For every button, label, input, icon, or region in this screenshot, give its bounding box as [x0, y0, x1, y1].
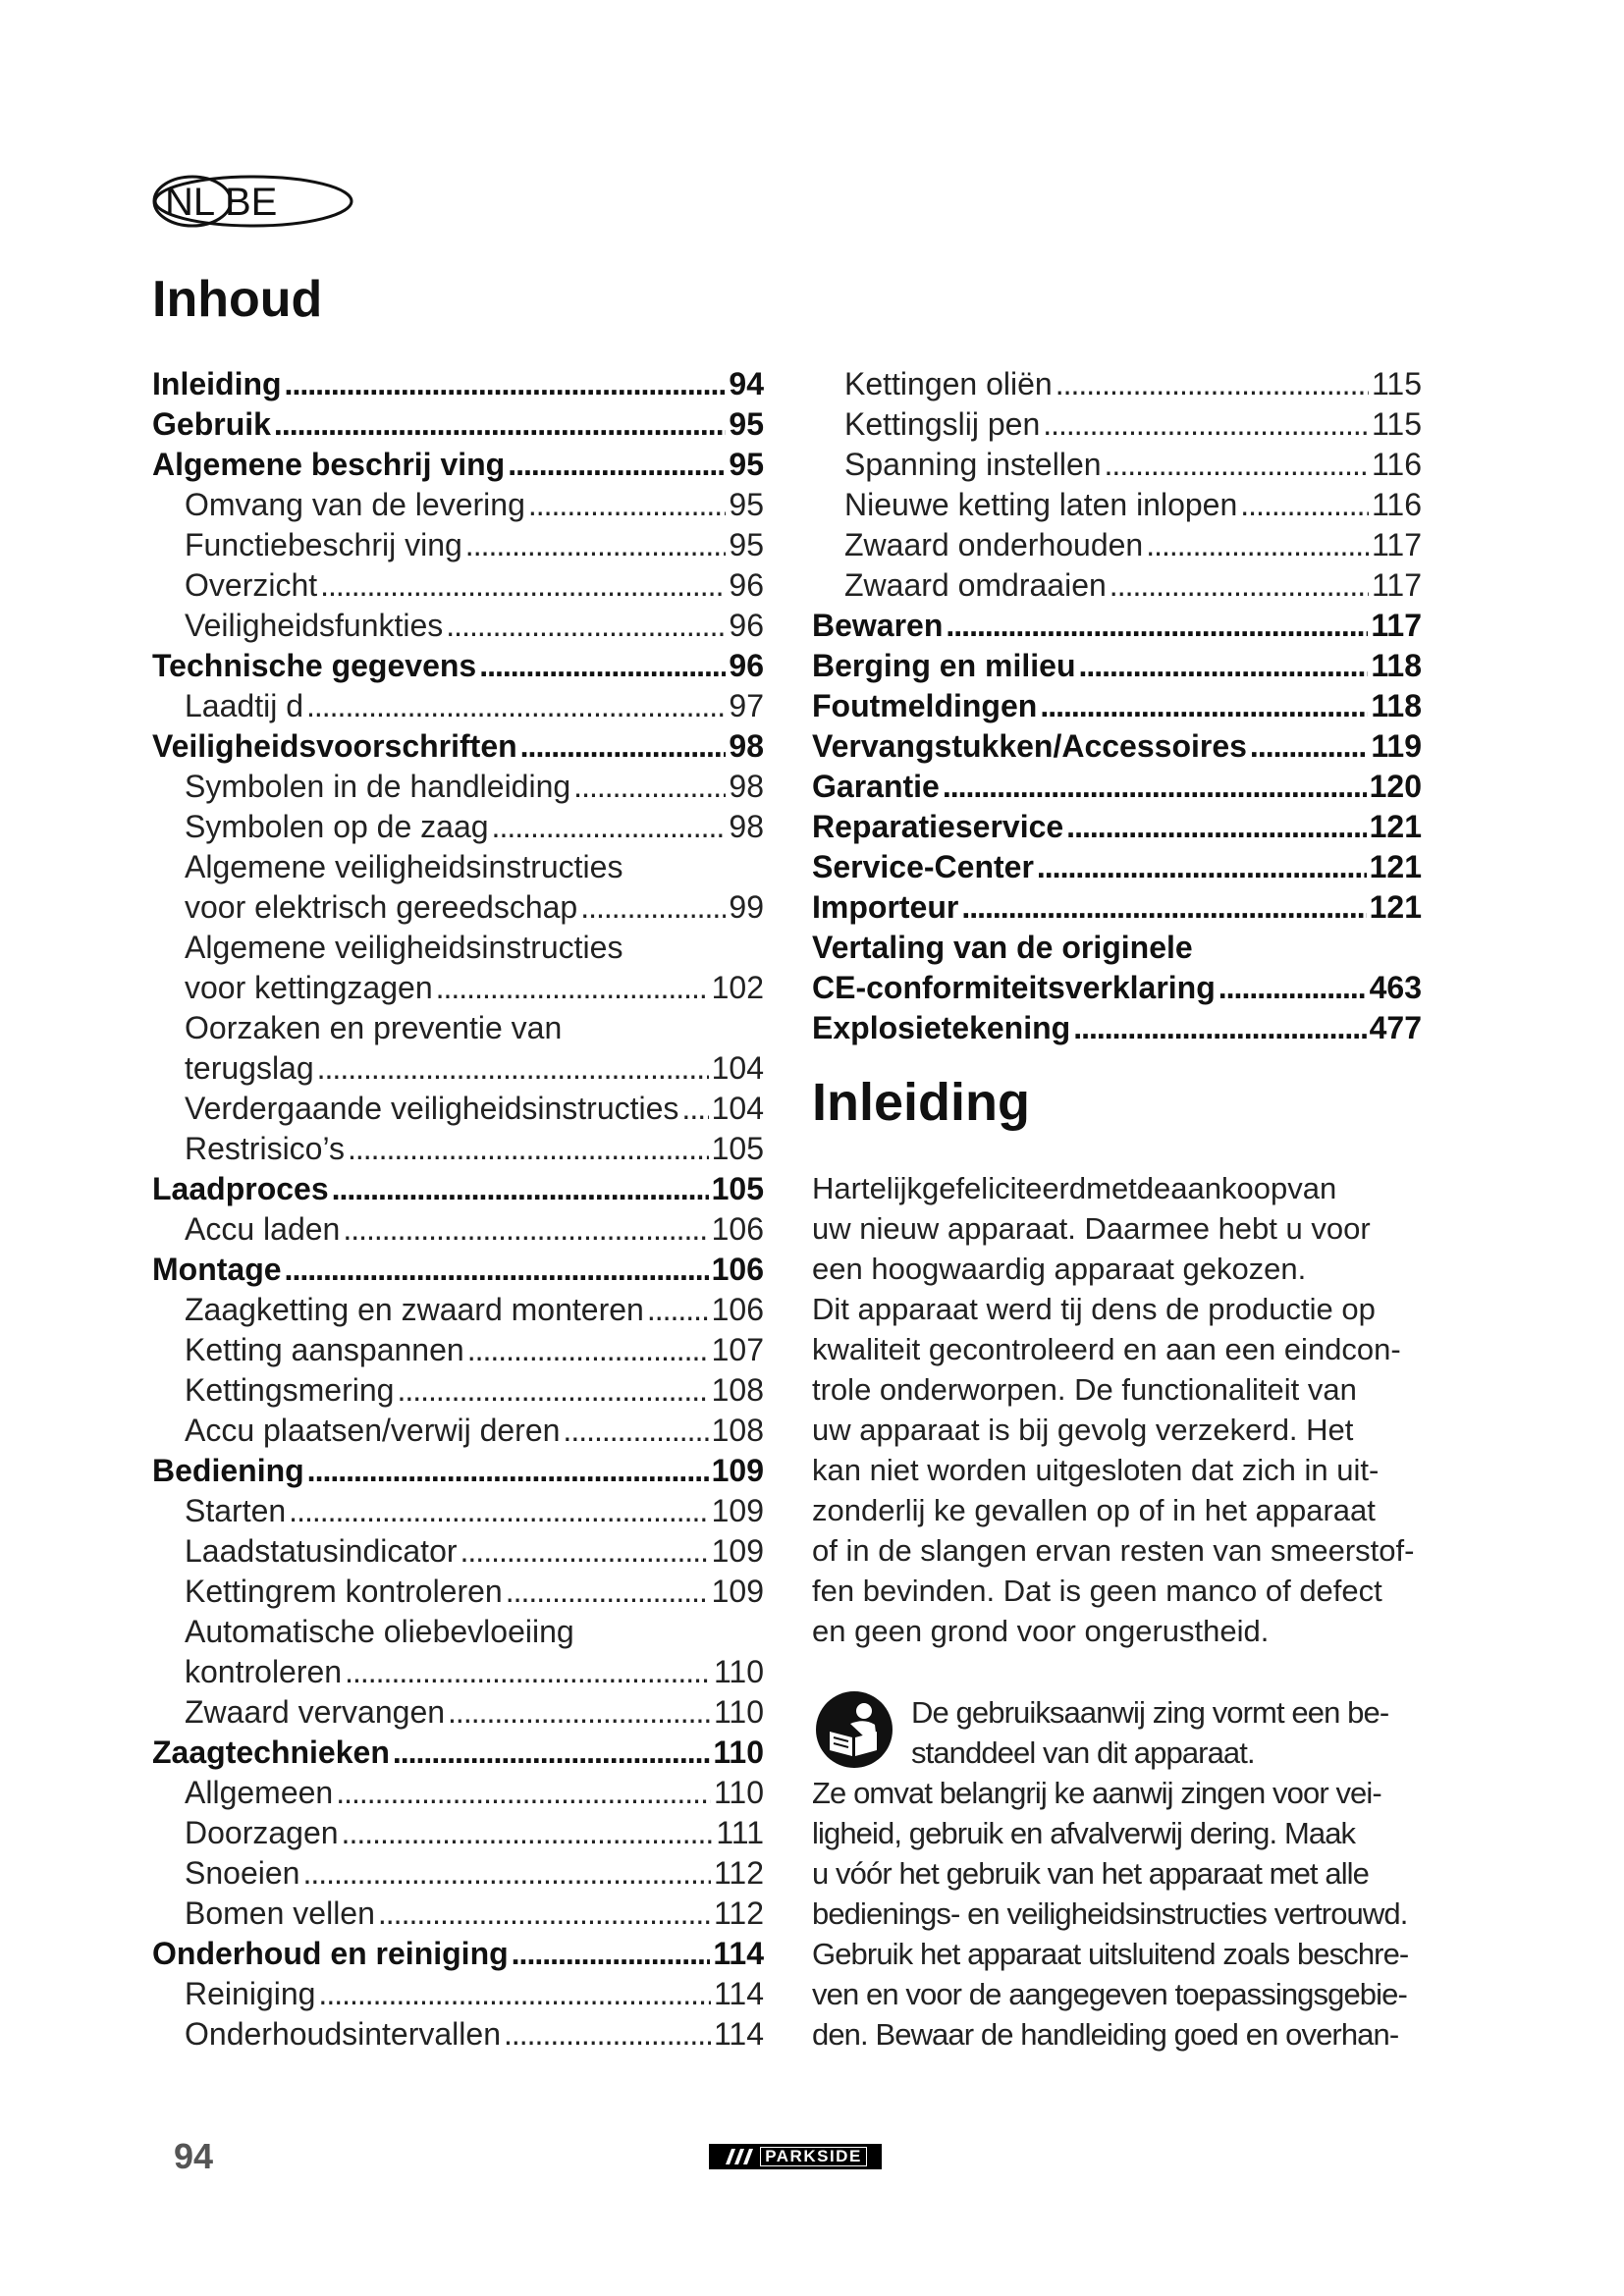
brand-slashes-icon	[724, 2144, 757, 2169]
toc-entry-title: voor elektrisch gereedschap	[185, 889, 578, 925]
toc-entry-title: Zwaard vervangen	[185, 1694, 446, 1730]
toc-entry-title: Gebruik	[152, 406, 271, 442]
toc-entry-title: Veiligheidsvoorschriften	[152, 728, 517, 764]
toc-entry-title: Automatische oliebevloeiing	[185, 1614, 574, 1649]
toc-section-entry	[152, 767, 764, 807]
toc-entry-title: Technische gegevens	[152, 648, 477, 683]
toc-entry-title: Kettingen oliën	[844, 366, 1053, 401]
toc-page-number: 106	[711, 1211, 764, 1247]
toc-entry-title: Vertaling van de originele	[812, 930, 1193, 965]
toc-page-number: 98	[729, 809, 764, 844]
toc-entry-title: Zaagtechnieken	[152, 1735, 390, 1770]
toc-entry-title: Zwaard onderhouden	[844, 527, 1144, 562]
toc-dot-leader	[681, 1089, 708, 1129]
toc-entry-title: Snoeien	[185, 1855, 300, 1891]
toc-entry-title: Starten	[185, 1493, 287, 1528]
toc-chapter-entry	[152, 404, 764, 445]
intro-text-line: uw apparaat is bij gevolg verzekerd. Het	[812, 1413, 1354, 1447]
toc-page-number: 115	[1371, 366, 1422, 401]
brand-logo	[709, 2144, 882, 2169]
toc-entry-title: Functiebeschrij ving	[185, 527, 462, 562]
toc-entry-title: Laadproces	[152, 1171, 329, 1206]
toc-dot-leader	[289, 1491, 708, 1531]
toc-page-number: 109	[711, 1574, 764, 1609]
toc-page-number: 477	[1369, 1010, 1422, 1045]
toc-page-number: 121	[1369, 889, 1422, 925]
intro-text-line: Hartelijkgefeliciteerdmetdeaankoopvan	[812, 1171, 1337, 1205]
toc-page-number: 106	[711, 1252, 764, 1287]
toc-dot-leader	[479, 646, 726, 686]
toc-dot-leader	[573, 767, 726, 807]
toc-page-number: 104	[711, 1050, 764, 1086]
toc-dot-leader	[1105, 445, 1369, 485]
toc-section-entry	[152, 1089, 764, 1129]
toc-dot-leader	[1250, 726, 1368, 767]
toc-entry-title: Onderhoud en reiniging	[152, 1936, 509, 1971]
toc-dot-leader	[647, 1290, 709, 1330]
brand-name: PARKSIDE	[760, 2147, 867, 2166]
toc-section-entry	[152, 807, 764, 847]
toc-page-number: 120	[1369, 769, 1422, 804]
toc-dot-leader	[345, 1652, 711, 1692]
intro-text-line: fen bevinden. Dat is geen manco of defect	[812, 1574, 1382, 1608]
toc-entry-title: Importeur	[812, 889, 959, 925]
toc-entry-title: Accu laden	[185, 1211, 341, 1247]
toc-dot-leader	[343, 1209, 708, 1250]
toc-entry-title: Laadtij d	[185, 688, 303, 723]
toc-entry-title: Zaagketting en zwaard monteren	[185, 1292, 644, 1327]
toc-entry-title: Explosietekening	[812, 1010, 1071, 1045]
toc-chapter-entry	[152, 1451, 764, 1491]
toc-page-number: 114	[713, 2016, 764, 2052]
toc-entry-title: Service-Center	[812, 849, 1034, 884]
toc-page-number: 96	[729, 608, 764, 643]
toc-dot-leader	[320, 565, 726, 606]
toc-entry-title: Montage	[152, 1252, 282, 1287]
toc-page-number: 112	[713, 1896, 764, 1931]
toc-entry-title: Berging en milieu	[812, 648, 1076, 683]
toc-page-number: 94	[729, 366, 764, 401]
note-text-line: standdeel van dit apparaat.	[911, 1735, 1255, 1770]
toc-page-number: 109	[711, 1533, 764, 1569]
toc-page-number: 116	[1371, 487, 1422, 522]
toc-dot-leader	[460, 1531, 709, 1572]
intro-text-line: en geen grond voor ongerustheid.	[812, 1614, 1270, 1648]
toc-page-number: 96	[729, 567, 764, 603]
note-text-line: den. Bewaar de handleiding goed en overhan-	[812, 2017, 1399, 2052]
toc-entry-title: Reiniging	[185, 1976, 316, 2011]
note-text-line: Ze omvat belangrij ke aanwij zingen voor vei-	[812, 1776, 1381, 1810]
toc-entry-title: Oorzaken en preventie van	[185, 1010, 563, 1045]
toc-section-entry	[152, 606, 764, 646]
toc-entry-title: Symbolen op de zaag	[185, 809, 489, 844]
toc-column-right	[812, 364, 1422, 1048]
toc-section-entry	[812, 364, 1422, 404]
toc-page-number: 102	[711, 970, 764, 1005]
toc-dot-leader	[528, 485, 727, 525]
toc-section-entry	[152, 565, 764, 606]
toc-page-number: 114	[713, 1936, 764, 1971]
toc-dot-leader	[520, 726, 727, 767]
toc-title: Inhoud	[152, 271, 323, 328]
toc-entry-title: Zwaard omdraaien	[844, 567, 1107, 603]
toc-section-entry	[152, 1974, 764, 2014]
toc-dot-leader	[378, 1894, 711, 1934]
toc-dot-leader	[342, 1813, 714, 1853]
toc-dot-leader	[348, 1129, 709, 1169]
toc-section-entry	[152, 928, 764, 968]
toc-dot-leader	[302, 1853, 711, 1894]
intro-text-line: trole onderworpen. De functionaliteit van	[812, 1372, 1357, 1407]
toc-section-entry	[152, 1652, 764, 1692]
toc-page-number: 114	[713, 1976, 764, 2011]
toc-page-number: 117	[1371, 567, 1422, 603]
toc-dot-leader	[1040, 686, 1368, 726]
toc-entry-title: Spanning instellen	[844, 447, 1102, 482]
note-text-line: ligheid, gebruik en afvalverwij dering. Maak	[812, 1816, 1356, 1850]
toc-page-number: 110	[713, 1775, 764, 1810]
toc-dot-leader	[946, 606, 1368, 646]
toc-page-number: 104	[711, 1091, 764, 1126]
toc-section-entry	[152, 525, 764, 565]
toc-entry-title: kontroleren	[185, 1654, 343, 1689]
toc-section-entry	[152, 847, 764, 887]
toc-section-entry	[812, 525, 1422, 565]
toc-entry-title: Allgemeen	[185, 1775, 334, 1810]
toc-page-number: 106	[711, 1292, 764, 1327]
toc-dot-leader	[318, 1974, 711, 2014]
toc-entry-title: terugslag	[185, 1050, 314, 1086]
toc-entry-title: Foutmeldingen	[812, 688, 1038, 723]
toc-page-number: 95	[729, 487, 764, 522]
intro-text-line: of in de slangen ervan resten van smeerstof-	[812, 1533, 1415, 1568]
toc-dot-leader	[285, 364, 727, 404]
toc-entry-title: Symbolen in de handleiding	[185, 769, 571, 804]
toc-entry-title: Ketting aanspannen	[185, 1332, 464, 1367]
toc-dot-leader	[1066, 807, 1366, 847]
intro-text-line: uw nieuw apparaat. Daarmee hebt u voor	[812, 1211, 1371, 1246]
toc-dot-leader	[467, 1330, 709, 1370]
toc-entry-title: Veiligheidsfunkties	[185, 608, 444, 643]
toc-dot-leader	[1056, 364, 1369, 404]
toc-dot-leader	[448, 1692, 711, 1733]
toc-chapter-entry	[812, 887, 1422, 928]
toc-column-left	[152, 364, 764, 2055]
toc-page-number: 109	[711, 1493, 764, 1528]
toc-entry-title: Onderhoudsintervallen	[185, 2016, 501, 2052]
toc-page-number: 119	[1371, 728, 1422, 764]
toc-dot-leader	[274, 404, 726, 445]
toc-dot-leader	[508, 445, 726, 485]
toc-chapter-entry	[812, 1008, 1422, 1048]
note-text-line: Gebruik het apparaat uitsluitend zoals beschre-	[812, 1937, 1409, 1971]
toc-dot-leader	[563, 1411, 708, 1451]
toc-dot-leader	[332, 1169, 709, 1209]
toc-chapter-entry	[152, 1169, 764, 1209]
toc-section-entry	[152, 1411, 764, 1451]
toc-page-number: 118	[1371, 648, 1422, 683]
toc-chapter-entry	[812, 686, 1422, 726]
toc-section-entry	[152, 1531, 764, 1572]
intro-text-line: Dit apparaat werd tij dens de productie op	[812, 1292, 1376, 1326]
toc-page-number: 116	[1371, 447, 1422, 482]
toc-chapter-entry	[152, 726, 764, 767]
toc-section-entry	[152, 1853, 764, 1894]
toc-page-number: 115	[1371, 406, 1422, 442]
toc-entry-title: Doorzagen	[185, 1815, 339, 1850]
badge-label-be: BE	[225, 181, 278, 224]
manual-note	[812, 1692, 1489, 2055]
toc-page-number: 121	[1369, 809, 1422, 844]
toc-section-entry	[152, 1330, 764, 1370]
toc-section-entry	[152, 1491, 764, 1531]
page-number: 94	[174, 2136, 214, 2176]
toc-dot-leader	[943, 767, 1367, 807]
language-badge	[152, 174, 354, 229]
toc-entry-title: Garantie	[812, 769, 940, 804]
toc-dot-leader	[504, 2014, 711, 2055]
toc-dot-leader	[317, 1048, 709, 1089]
toc-page-number: 96	[729, 648, 764, 683]
toc-page-number: 463	[1369, 970, 1422, 1005]
toc-dot-leader	[306, 686, 726, 726]
toc-page-number: 105	[711, 1131, 764, 1166]
toc-section-entry	[152, 485, 764, 525]
toc-chapter-entry	[152, 1733, 764, 1773]
note-text-line: De gebruiksaanwij zing vormt een be-	[911, 1695, 1389, 1730]
toc-section-entry	[152, 1209, 764, 1250]
toc-section-entry	[152, 1773, 764, 1813]
toc-section-entry	[812, 404, 1422, 445]
toc-section-entry	[152, 1129, 764, 1169]
toc-page-number: 95	[729, 527, 764, 562]
toc-section-entry	[152, 1813, 764, 1853]
toc-entry-title: Overzicht	[185, 567, 318, 603]
toc-section-entry	[152, 1894, 764, 1934]
toc-page-number: 118	[1371, 688, 1422, 723]
toc-entry-title: Vervangstukken/Accessoires	[812, 728, 1247, 764]
toc-entry-title: Algemene veiligheidsinstructies	[185, 930, 623, 965]
toc-chapter-entry	[812, 606, 1422, 646]
toc-dot-leader	[285, 1250, 709, 1290]
toc-dot-leader	[492, 807, 727, 847]
intro-text-line: een hoogwaardig apparaat gekozen.	[812, 1252, 1307, 1286]
toc-entry-title: Nieuwe ketting laten inlopen	[844, 487, 1238, 522]
toc-dot-leader	[397, 1370, 708, 1411]
toc-page-number: 110	[713, 1694, 764, 1730]
toc-chapter-entry	[812, 928, 1422, 968]
toc-page-number: 121	[1369, 849, 1422, 884]
toc-page-number: 99	[729, 889, 764, 925]
toc-chapter-entry	[152, 1250, 764, 1290]
toc-section-entry	[152, 1692, 764, 1733]
toc-page-number: 110	[713, 1654, 764, 1689]
toc-entry-title: CE-conformiteitsverklaring	[812, 970, 1216, 1005]
toc-entry-title: Kettingsmering	[185, 1372, 395, 1408]
toc-chapter-entry	[152, 364, 764, 404]
toc-section-entry	[152, 1290, 764, 1330]
intro-paragraph	[812, 1168, 1489, 1651]
toc-section-entry	[152, 686, 764, 726]
toc-page-number: 117	[1371, 608, 1422, 643]
toc-section-entry	[152, 887, 764, 928]
toc-dot-leader	[1073, 1008, 1366, 1048]
toc-page-number: 98	[729, 728, 764, 764]
toc-chapter-entry	[152, 445, 764, 485]
toc-entry-title: Algemene beschrij ving	[152, 447, 506, 482]
toc-dot-leader	[1110, 565, 1369, 606]
note-text-line: ven en voor de aangegeven toepassingsgebie-	[812, 1977, 1407, 2011]
toc-entry-title: Kettingrem kontroleren	[185, 1574, 503, 1609]
toc-section-entry	[152, 1048, 764, 1089]
toc-chapter-entry	[152, 646, 764, 686]
toc-page-number: 98	[729, 769, 764, 804]
toc-section-entry	[152, 1008, 764, 1048]
toc-dot-leader	[446, 606, 726, 646]
intro-text-line: kwaliteit gecontroleerd en aan een eindcon-	[812, 1332, 1401, 1366]
toc-page-number: 107	[711, 1332, 764, 1367]
toc-page-number: 95	[729, 447, 764, 482]
toc-entry-title: Restrisico’s	[185, 1131, 345, 1166]
toc-section-entry	[812, 565, 1422, 606]
toc-entry-title: Inleiding	[152, 366, 282, 401]
toc-page-number: 111	[716, 1815, 764, 1850]
toc-dot-leader	[1043, 404, 1369, 445]
toc-dot-leader	[465, 525, 727, 565]
toc-chapter-entry	[152, 1934, 764, 1974]
toc-chapter-entry	[812, 847, 1422, 887]
toc-section-entry	[152, 2014, 764, 2055]
toc-section-entry	[152, 1370, 764, 1411]
toc-chapter-entry	[812, 646, 1422, 686]
toc-entry-title: Laadstatusindicator	[185, 1533, 458, 1569]
toc-entry-title: Omvang van de levering	[185, 487, 525, 522]
toc-entry-title: Kettingslij pen	[844, 406, 1041, 442]
note-text-line: u vóór het gebruik van het apparaat met alle	[812, 1856, 1370, 1891]
toc-dot-leader	[307, 1451, 709, 1491]
toc-chapter-entry	[812, 807, 1422, 847]
toc-dot-leader	[1218, 968, 1367, 1008]
toc-dot-leader	[1078, 646, 1368, 686]
toc-dot-leader	[506, 1572, 709, 1612]
badge-label-nl: NL	[165, 181, 216, 224]
toc-dot-leader	[393, 1733, 711, 1773]
toc-entry-title: Bewaren	[812, 608, 944, 643]
toc-page-number: 108	[711, 1372, 764, 1408]
toc-section-entry	[152, 1612, 764, 1652]
toc-page-number: 109	[711, 1453, 764, 1488]
toc-page-number: 112	[713, 1855, 764, 1891]
toc-dot-leader	[1037, 847, 1367, 887]
toc-entry-title: Accu plaatsen/verwij deren	[185, 1413, 561, 1448]
toc-entry-title: Reparatieservice	[812, 809, 1064, 844]
toc-dot-leader	[1146, 525, 1369, 565]
toc-chapter-entry	[812, 968, 1422, 1008]
toc-section-entry	[152, 1572, 764, 1612]
intro-text-line: zonderlij ke gevallen op of in het apparaat	[812, 1493, 1376, 1527]
toc-chapter-entry	[812, 767, 1422, 807]
toc-section-entry	[812, 445, 1422, 485]
intro-text-line: kan niet worden uitgesloten dat zich in uit-	[812, 1453, 1380, 1487]
toc-entry-title: Bomen vellen	[185, 1896, 375, 1931]
toc-page-number: 108	[711, 1413, 764, 1448]
toc-dot-leader	[436, 968, 709, 1008]
toc-page-number: 105	[711, 1171, 764, 1206]
section-heading-inleiding: Inleiding	[812, 1073, 1030, 1132]
toc-page-number: 95	[729, 406, 764, 442]
toc-entry-title: voor kettingzagen	[185, 970, 433, 1005]
toc-page-number: 110	[713, 1735, 764, 1770]
toc-dot-leader	[961, 887, 1366, 928]
toc-dot-leader	[336, 1773, 711, 1813]
toc-chapter-entry	[812, 726, 1422, 767]
note-text-line: bedienings- en veiligheidsinstructies vertrouwd.	[812, 1896, 1408, 1931]
toc-section-entry	[152, 968, 764, 1008]
toc-page-number: 117	[1371, 527, 1422, 562]
toc-dot-leader	[1240, 485, 1369, 525]
toc-entry-title: Bediening	[152, 1453, 304, 1488]
toc-entry-title: Verdergaande veiligheidsinstructies	[185, 1091, 679, 1126]
toc-section-entry	[812, 485, 1422, 525]
toc-dot-leader	[580, 887, 726, 928]
toc-entry-title: Algemene veiligheidsinstructies	[185, 849, 623, 884]
toc-page-number: 97	[729, 688, 764, 723]
toc-dot-leader	[512, 1934, 711, 1974]
